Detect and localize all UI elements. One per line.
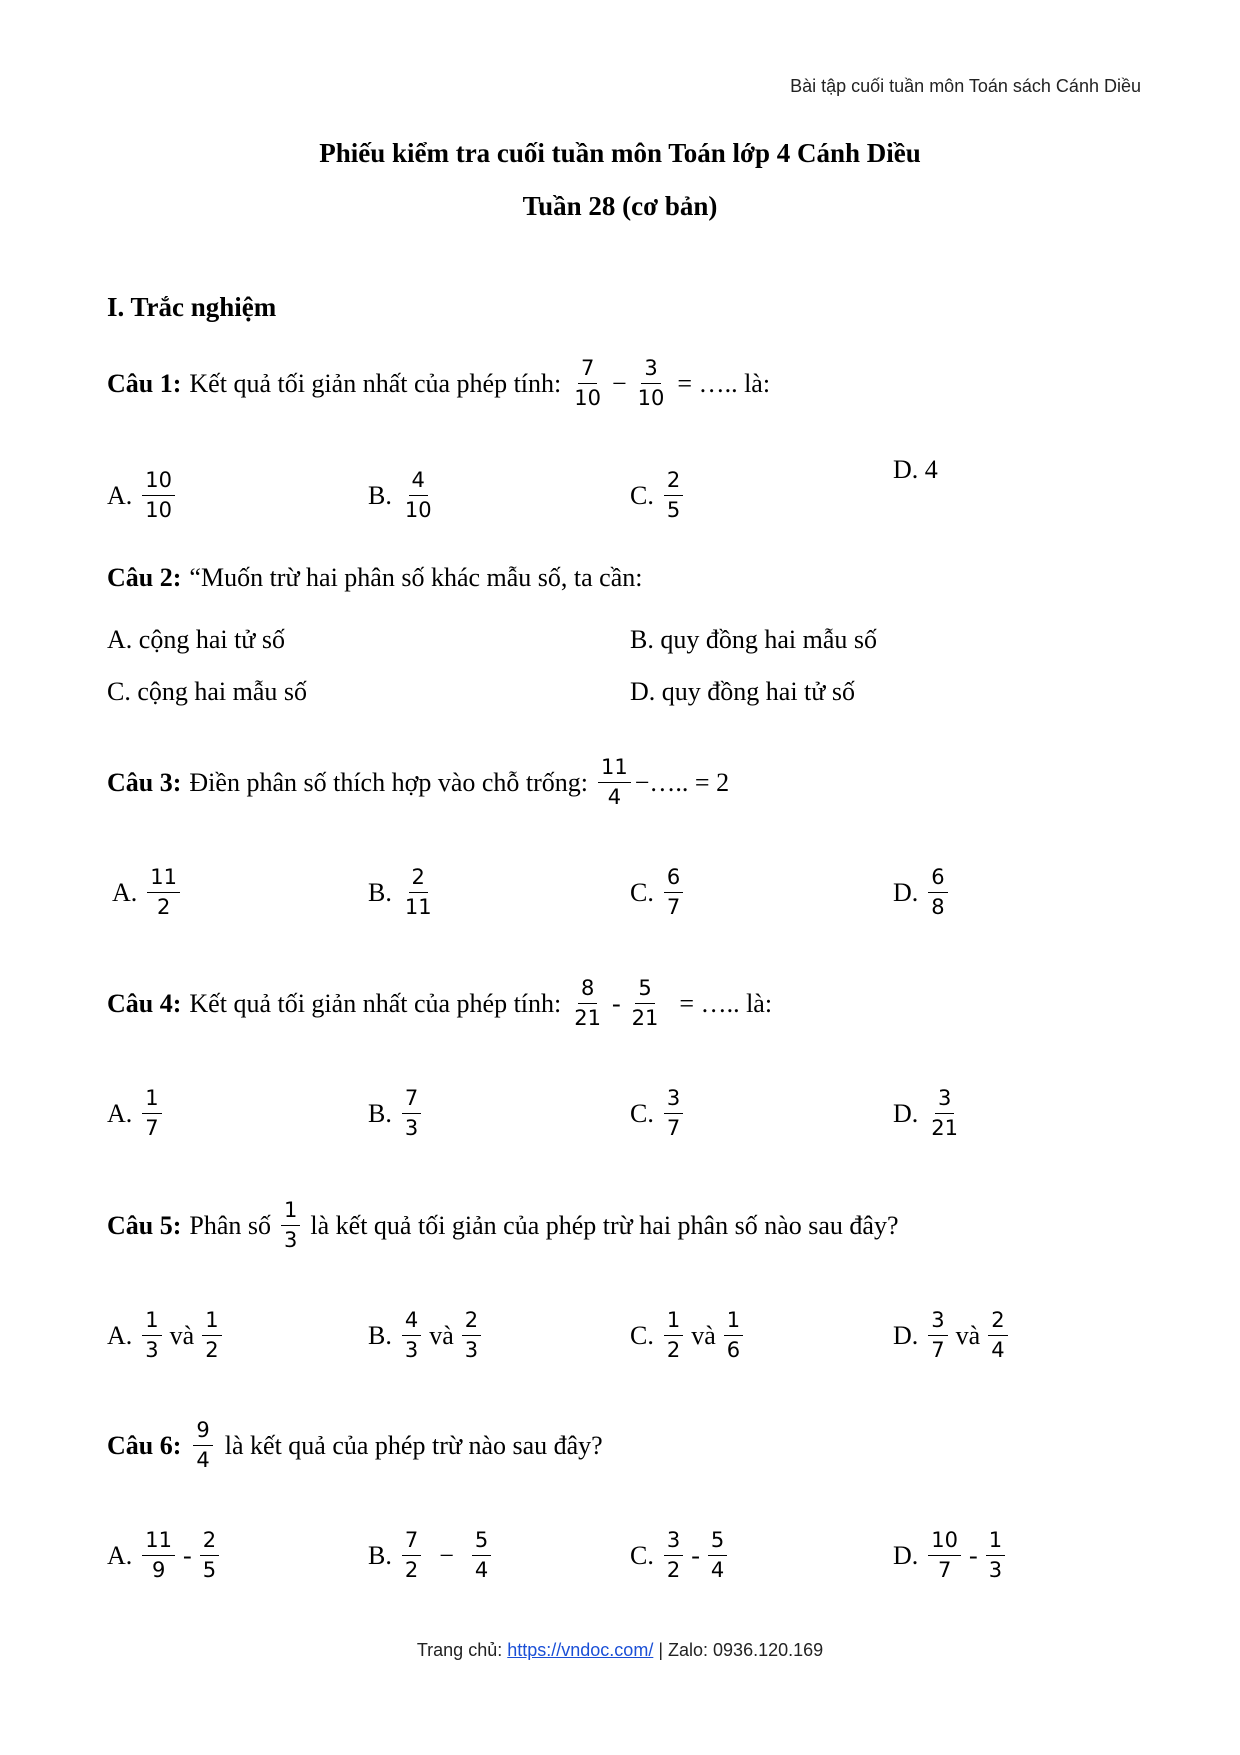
- q4-option-a[interactable]: A. $\frac{1}{7}$: [107, 1088, 166, 1139]
- q1-option-a[interactable]: A. $\frac{10}{10}$: [107, 470, 179, 521]
- section-heading: I. Trắc nghiệm: [107, 292, 277, 322]
- q1-option-c[interactable]: C. $\frac{2}{5}$: [630, 470, 687, 521]
- q5-option-a[interactable]: A. $\frac{1}{3}$ và $\frac{1}{2}$: [107, 1310, 226, 1361]
- fraction: $\frac{8}{21}$: [574, 976, 601, 1030]
- fraction: $\frac{5}{21}$: [631, 976, 659, 1030]
- q2-option-a[interactable]: A. cộng hai tử số: [107, 625, 286, 654]
- q6-option-a[interactable]: A. $\frac{11}{9}$ - $\frac{2}{5}$: [107, 1530, 223, 1581]
- q5-option-d[interactable]: D. $\frac{3}{7}$ và $\frac{2}{4}$: [893, 1310, 1012, 1361]
- question-6: Câu 6: $\frac{9}{4}$ là kết quả của phép trừ nào sau đây?: [107, 1418, 603, 1472]
- q2-option-d[interactable]: D. quy đồng hai tử số: [630, 677, 855, 706]
- q6-option-d[interactable]: D. $\frac{10}{7}$ - $\frac{1}{3}$: [893, 1530, 1009, 1581]
- q4-option-d[interactable]: D. $\frac{3}{21}$: [893, 1086, 959, 1140]
- fraction: $\frac{7}{10}$: [574, 356, 601, 410]
- q3-option-a[interactable]: A. $\frac{11}{2}$: [112, 867, 184, 918]
- q1-option-b[interactable]: B. $\frac{4}{10}$: [368, 468, 432, 522]
- q5-option-b[interactable]: B. $\frac{4}{3}$ và $\frac{2}{3}$: [368, 1310, 485, 1361]
- question-4: Câu 4: Kết quả tối giản nhất của phép tính: $\frac{8}{21}$ - $\frac{5}{21}$ = ….. là:: [107, 976, 773, 1030]
- q3-option-d[interactable]: D. $\frac{6}{8}$: [893, 867, 952, 918]
- q6-option-c[interactable]: C. $\frac{3}{2}$ - $\frac{5}{4}$: [630, 1530, 731, 1581]
- page-title: Phiếu kiểm tra cuối tuần môn Toán lớp 4 Cánh Diều: [319, 138, 921, 168]
- question-2: Câu 2: “Muốn trừ hai phân số khác mẫu số, ta cần:: [107, 563, 643, 592]
- q2-option-b[interactable]: B. quy đồng hai mẫu số: [630, 625, 877, 654]
- homepage-link[interactable]: https://vndoc.com/: [507, 1640, 654, 1660]
- q4-option-b[interactable]: B. $\frac{7}{3}$: [368, 1088, 425, 1139]
- q3-option-c[interactable]: C. $\frac{6}{7}$: [630, 867, 687, 918]
- fraction: $\frac{3}{10}$: [637, 356, 665, 410]
- page-subtitle: Tuần 28 (cơ bản): [522, 191, 718, 221]
- q3-option-b[interactable]: B. $\frac{2}{11}$: [368, 865, 432, 919]
- question-5: Câu 5: Phân số $\frac{1}{3}$ là kết quả tối giản của phép trừ hai phân số nào sau đây?: [107, 1198, 899, 1252]
- q1-option-d[interactable]: D. 4: [893, 455, 938, 484]
- fraction: $\frac{9}{4}$: [193, 1420, 212, 1471]
- fraction: $\frac{1}{3}$: [281, 1200, 300, 1251]
- q5-option-c[interactable]: C. $\frac{1}{2}$ và $\frac{1}{6}$: [630, 1310, 747, 1361]
- page-footer: Trang chủ: https://vndoc.com/ | Zalo: 0936.120.169: [416, 1640, 824, 1660]
- header-note: Bài tập cuối tuần môn Toán sách Cánh Diều: [790, 76, 1141, 96]
- q2-option-c[interactable]: C. cộng hai mẫu số: [107, 677, 308, 706]
- question-3: Câu 3: Điền phân số thích hợp vào chỗ trống: $\frac{11}{4}$ −….. = 2: [107, 755, 730, 809]
- fraction: $\frac{11}{4}$: [598, 757, 631, 808]
- q4-option-c[interactable]: C. $\frac{3}{7}$: [630, 1088, 687, 1139]
- question-1: Câu 1: Kết quả tối giản nhất của phép tính: $\frac{7}{10}$ − $\frac{3}{10}$ = ….. là:: [107, 356, 771, 410]
- q6-option-b[interactable]: B. $\frac{7}{2}$ − $\frac{5}{4}$: [368, 1530, 495, 1581]
